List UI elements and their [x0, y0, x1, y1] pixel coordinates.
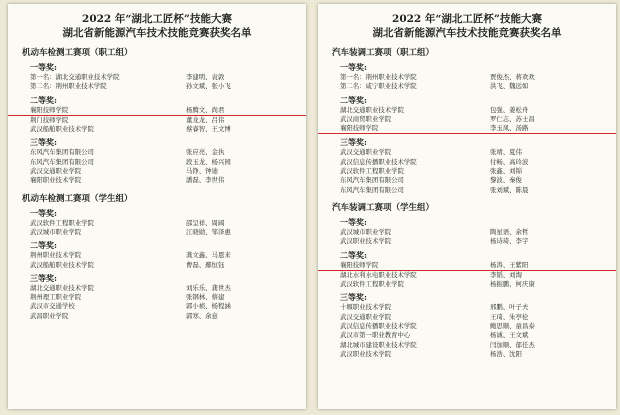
winner-row	[318, 148, 616, 157]
document-title: 2022 年“湖北工匠杯”技能大赛	[392, 13, 542, 25]
winner-names: 杨诚、王文斌	[490, 331, 529, 340]
winner-row	[318, 271, 616, 280]
prize-level-heading: 二等奖:	[340, 94, 367, 105]
winner-school: 襄阳技师学院	[340, 260, 379, 269]
winner-names: 陶星语、余哲	[490, 227, 529, 236]
winner-names: 杨涛、王紫阳	[490, 260, 529, 269]
winner-row	[8, 176, 306, 185]
winner-names: 郭寒、余意	[186, 311, 218, 320]
winner-row	[8, 284, 306, 293]
prize-level-heading: 三等奖:	[340, 292, 367, 303]
winner-row	[318, 106, 616, 115]
section-heading: 机动车检测工赛项（学生组）	[22, 193, 133, 204]
winner-row	[8, 82, 306, 91]
section-heading: 机动车检测工赛项（职工组）	[22, 48, 133, 58]
winner-names: 张鑫、刘锦	[490, 167, 522, 176]
section-heading: 汽车装调工赛项（学生组）	[332, 202, 435, 213]
winner-school: 武汉信息传播职业技术学院	[340, 322, 417, 331]
winner-school: 湖北水利水电职业技术学院	[340, 270, 417, 279]
winner-school: 武汉软件工程职业学院	[340, 167, 404, 176]
award-list-page-right	[318, 4, 616, 409]
prize-level-heading: 三等奖:	[340, 137, 367, 148]
winner-names: 张钢林、蔡建	[186, 293, 225, 302]
winner-row	[318, 158, 616, 167]
winner-row	[318, 73, 616, 82]
winner-school: 武汉信息传播职业技术学院	[340, 157, 417, 166]
document-title: 2022 年“湖北工匠杯”技能大赛	[82, 13, 232, 25]
winner-row	[318, 341, 616, 350]
winner-names: 洪飞、魏远如	[490, 82, 529, 91]
winner-school: 第二名：咸宁职业技术学院	[340, 82, 417, 91]
winner-row	[8, 125, 306, 134]
winner-names: 马铮、钟迪	[186, 167, 218, 176]
prize-level-heading: 二等奖:	[30, 94, 57, 105]
section-heading: 汽车装调工赛项（职工组）	[332, 48, 435, 58]
prize-level-heading: 一等奖:	[30, 207, 57, 218]
winner-school: 武汉船舶职业技术学院	[30, 125, 94, 134]
winner-row	[318, 313, 616, 322]
winner-names: 江晓勋、邹泽惠	[186, 227, 231, 236]
winner-school: 襄阳职业技术学院	[30, 176, 82, 185]
winner-school: 荆州职业技术学院	[30, 251, 82, 260]
winner-names: 张刘斌、陈晨	[490, 185, 529, 194]
prize-level-heading: 一等奖:	[340, 216, 367, 227]
winner-school: 荆州理工职业学院	[30, 293, 82, 302]
winner-school: 湖北交通职业技术学院	[340, 105, 404, 114]
winner-row	[318, 115, 616, 124]
winner-school: 第二名：荆州职业技术学院	[30, 82, 107, 91]
winner-row	[318, 176, 616, 185]
document-subtitle: 湖北省新能源汽车技术技能竞赛获奖名单	[372, 27, 562, 39]
winner-row	[8, 167, 306, 176]
prize-level-heading: 一等奖:	[340, 62, 367, 72]
winner-names: 刘乐乐、龚世杰	[186, 283, 231, 292]
winner-school: 东风汽车集团有限公司	[340, 176, 404, 185]
winner-school: 武汉交通职业学院	[340, 312, 392, 321]
winner-row	[318, 331, 616, 340]
highlighted-winner-row	[318, 124, 616, 134]
winner-names: 潘磊、李世伟	[186, 176, 225, 185]
prize-level-heading: 二等奖:	[340, 249, 367, 260]
highlighted-winner-row	[318, 261, 616, 271]
winner-school: 武汉城市职业学院	[340, 227, 392, 236]
winner-row	[318, 228, 616, 237]
winner-row	[8, 228, 306, 237]
winner-names: 杨诗琦、李宇	[490, 237, 529, 246]
winner-names: 李韬、刘淘	[490, 270, 522, 279]
winner-school: 武汉城市职业学院	[30, 227, 82, 236]
winner-row	[8, 158, 306, 167]
prize-level-heading: 三等奖:	[30, 272, 57, 283]
winner-names: 郭小祯、杨程涵	[186, 302, 231, 311]
winner-row	[318, 322, 616, 331]
winner-row	[8, 116, 306, 125]
prize-level-heading: 二等奖:	[30, 240, 57, 251]
winner-school: 湖北交通职业技术学院	[30, 283, 94, 292]
winner-row	[318, 82, 616, 91]
winner-names: 杨振鹏、柯庆康	[490, 280, 535, 289]
winner-school: 武汉船舶职业技术学院	[30, 260, 94, 269]
winner-names: 张应亮、金执	[186, 148, 225, 157]
winner-names: 曹磊、鄢恒钰	[186, 260, 225, 269]
winner-school: 武汉交通职业学院	[30, 167, 82, 176]
winner-row	[318, 303, 616, 312]
winner-school: 第一名：荆州职业技术学院	[340, 73, 417, 81]
winner-school: 武汉软件工程职业学院	[30, 218, 94, 227]
winner-row	[8, 219, 306, 228]
winner-names: 张靖、夏伟	[490, 148, 522, 157]
winner-school: 东风汽车集团有限公司	[340, 185, 404, 194]
prize-level-heading: 三等奖:	[30, 137, 57, 148]
winner-school: 武汉商贸职业学院	[340, 114, 392, 123]
winner-school: 武汉市第一职业教育中心	[340, 331, 411, 340]
winner-row	[318, 167, 616, 176]
winner-school: 襄阳技师学院	[30, 105, 69, 114]
winner-names: 龚文鑫、马恩来	[186, 251, 231, 260]
winner-school: 东风汽车集团有限公司	[30, 148, 94, 157]
winner-school: 武汉市交通学校	[30, 302, 75, 311]
winner-names: 邢鹏、叶子夫	[490, 303, 529, 312]
winner-school: 荆门技师学院	[30, 115, 69, 124]
winner-row	[318, 186, 616, 195]
winner-row	[8, 261, 306, 270]
winner-names: 李建明、袁敦	[186, 73, 225, 81]
winner-school: 第一名：湖北交通职业技术学院	[30, 73, 120, 81]
winner-names: 贾俊杰、蒋欢欢	[490, 73, 535, 81]
winner-row	[8, 73, 306, 82]
winner-names: 董龙龙、吕伟	[186, 115, 225, 124]
winner-row	[318, 237, 616, 246]
prize-level-heading: 一等奖:	[30, 62, 57, 72]
winner-names: 王琦、朱亭伦	[490, 312, 529, 321]
winner-row	[318, 280, 616, 289]
winner-names: 包强、姜松舟	[490, 105, 529, 114]
winner-school: 武汉交通职业学院	[340, 148, 392, 157]
winner-school: 襄阳技师学院	[340, 124, 379, 133]
winner-school: 武汉职业技术学院	[340, 237, 392, 246]
winner-names: 杨浩、沈阳	[490, 349, 522, 358]
winner-names: 闫加顺、郁任杰	[490, 340, 535, 349]
winner-school: 东风汽车集团有限公司	[30, 157, 94, 166]
winner-row	[8, 302, 306, 311]
winner-row	[8, 148, 306, 157]
winner-row	[8, 251, 306, 260]
winner-names: 黎波、秦俊	[490, 176, 522, 185]
document-subtitle: 湖北省新能源汽车技术技能竞赛获奖名单	[62, 27, 252, 39]
winner-names: 杨腾文、尚君	[186, 105, 225, 114]
award-list-page-left	[8, 4, 306, 409]
winner-names: 付畅、高玲波	[490, 157, 529, 166]
winner-school: 武昌职业学院	[30, 311, 69, 320]
winner-names: 鲍思顺、童昌泰	[490, 322, 535, 331]
winner-names: 段玉龙、杨兴园	[186, 157, 231, 166]
winner-school: 十堰职业技术学院	[340, 303, 392, 312]
winner-names: 李玉凤、汤路	[490, 124, 529, 133]
winner-names: 罗仁志、苏士昌	[490, 114, 535, 123]
winner-names: 孙文斌、张小飞	[186, 82, 231, 91]
winner-row	[8, 312, 306, 321]
winner-names: 蔡睿智、王文博	[186, 125, 231, 134]
winner-school: 武汉职业技术学院	[340, 349, 392, 358]
highlighted-winner-row	[8, 106, 306, 116]
winner-school: 湖北城市建设职业技术学院	[340, 340, 417, 349]
winner-school: 武汉软件工程职业学院	[340, 280, 404, 289]
winner-names: 邵呈祥、周阔	[186, 218, 225, 227]
winner-row	[318, 350, 616, 359]
